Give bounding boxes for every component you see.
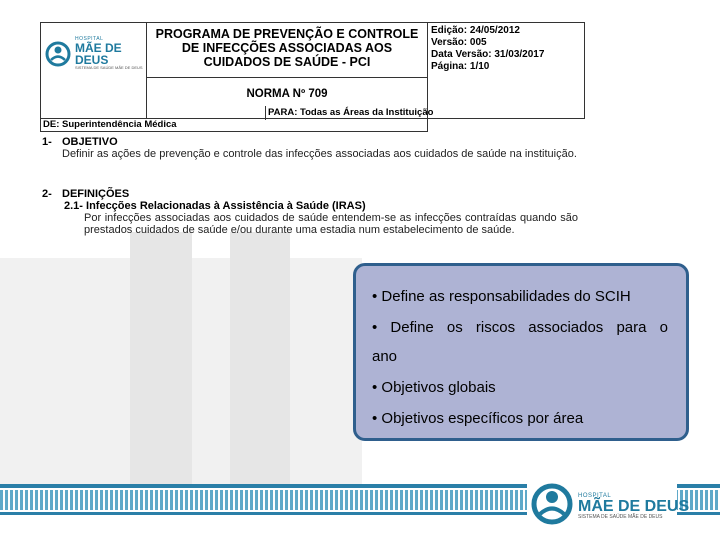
program-title-line: CUIDADOS DE SAÚDE - PCI bbox=[203, 55, 371, 69]
version: Versão: 005 bbox=[431, 37, 487, 48]
section-objetivo bbox=[42, 136, 578, 160]
section-text: Definir as ações de prevenção e controle das infecções associadas aos cuidados de saúde na instituição. bbox=[62, 148, 577, 160]
section-title: OBJETIVO bbox=[62, 136, 118, 148]
hospital-logo bbox=[41, 23, 146, 70]
callout-item: • Objetivos globais bbox=[372, 379, 496, 396]
callout-item: • Define as responsabilidades do SCIH bbox=[372, 288, 631, 305]
section-number: 1- bbox=[42, 136, 52, 148]
callout-item: • Define os riscos associados para o bbox=[372, 319, 668, 336]
edition-date: Edição: 24/05/2012 bbox=[431, 25, 520, 36]
background-column bbox=[230, 232, 290, 484]
program-title-line: PROGRAMA DE PREVENÇÃO E CONTROLE bbox=[155, 27, 419, 41]
section-title: DEFINIÇÕES bbox=[62, 188, 130, 200]
version-date: Data Versão: 31/03/2017 bbox=[431, 49, 545, 60]
footer-logo-icon bbox=[530, 482, 576, 531]
background-column bbox=[130, 232, 192, 484]
from-label: DE: Superintendência Médica bbox=[43, 119, 177, 130]
subsection-title: 2.1- Infecções Relacionadas à Assistência à Saúde (IRAS) bbox=[64, 200, 366, 212]
footer-logo-name: MÃE DE DEUS bbox=[578, 498, 690, 515]
program-title-line: DE INFECÇÕES ASSOCIADAS AOS bbox=[181, 41, 393, 55]
program-title bbox=[147, 27, 427, 69]
logo-name: MÃE DE DEUS bbox=[75, 41, 122, 67]
callout-item: • Objetivos específicos por área bbox=[372, 410, 584, 427]
de-para-divider bbox=[265, 106, 266, 120]
page-number: Página: 1/10 bbox=[431, 61, 490, 72]
section-definicoes bbox=[42, 188, 578, 236]
callout-item: ano bbox=[372, 348, 398, 365]
subsection-text: Por infecções associadas aos cuidados de saúde entendem-se as infecções contraídas quando são prestados cuidados de saúde e/ou durante uma estadia num estabelecimento de saúde. bbox=[84, 212, 578, 236]
footer-logo bbox=[530, 482, 689, 531]
hospital-logo-icon bbox=[45, 41, 73, 67]
section-number: 2- bbox=[42, 188, 52, 200]
meta-cell bbox=[428, 23, 585, 119]
logo-subtitle: SISTEMA DE SAÚDE MÃE DE DEUS bbox=[75, 65, 143, 70]
to-label: PARA: Todas as Áreas da Instituição bbox=[268, 107, 434, 118]
logo-cell bbox=[41, 23, 147, 119]
footer-logo-subtitle: SISTEMA DE SAÚDE MÃE DE DEUS bbox=[578, 514, 663, 520]
title-cell bbox=[147, 23, 428, 119]
from-cell bbox=[41, 119, 428, 132]
footer-logo-hospital-label: HOSPITAL bbox=[578, 493, 612, 499]
logo-hospital-label: HOSPITAL bbox=[75, 36, 104, 42]
callout-box bbox=[353, 263, 689, 441]
norma-number: NORMA Nº 709 bbox=[147, 77, 427, 118]
